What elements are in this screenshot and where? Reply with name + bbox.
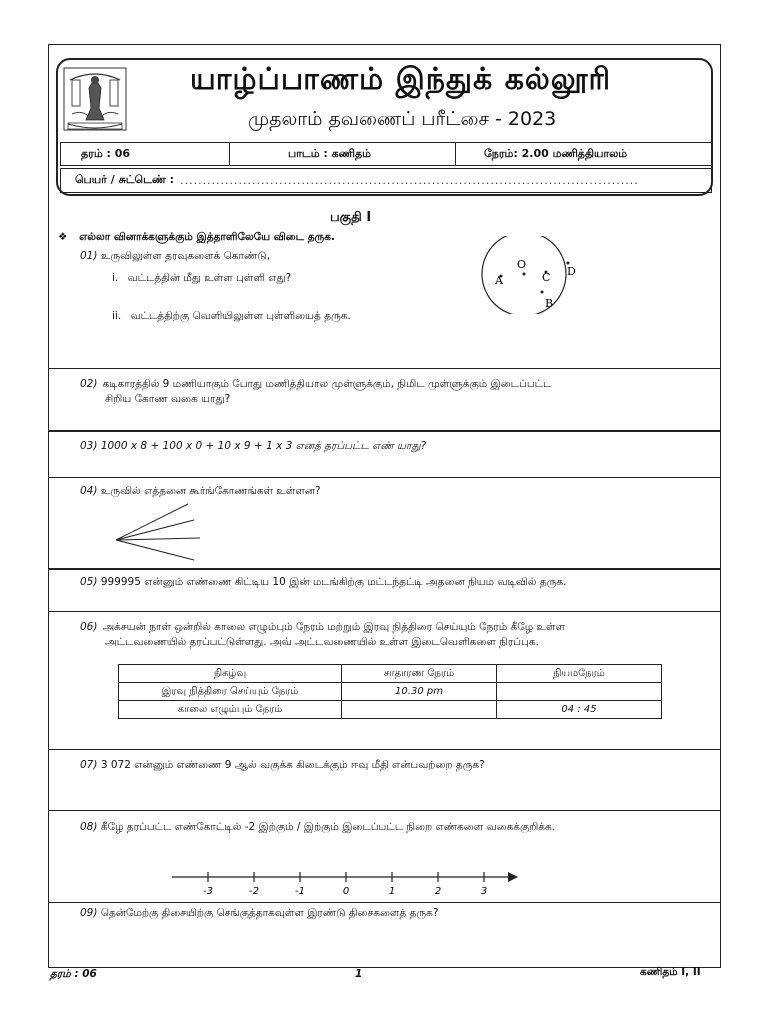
question-text-line-1: அக்சயன் நாள் ஒன்றில் காலை எழும்பும் நேரம் மற்றும் இரவு நித்திரை செய்யும் நேரம் கீழே உள்ள bbox=[102, 621, 565, 633]
question-8 bbox=[80, 820, 555, 835]
section-title: பகுதி I bbox=[330, 210, 372, 225]
question-text: 3 072 என்னும் எண்ணை 9 ஆல் வகுக்க கிடைக்கும் ஈவு மீதி என்பவற்றை தருக? bbox=[100, 759, 485, 771]
name-label: பெயர் / சுட்டெண் : bbox=[75, 173, 175, 186]
instruction-text: எல்லா வினாக்களுக்கும் இத்தாளிலேயே விடை தருக. bbox=[79, 231, 335, 243]
point-b-label: B bbox=[545, 297, 554, 310]
question-number: 05) bbox=[80, 576, 98, 588]
number-line-label: 2 bbox=[434, 886, 442, 897]
question-number: 02) bbox=[80, 378, 98, 390]
angle-rays-diagram bbox=[112, 500, 204, 566]
question-1 bbox=[80, 249, 270, 264]
ray-3 bbox=[116, 538, 200, 540]
question-text: 999995 என்னும் எண்ணை கிட்டிய 10 இன் மடங்கிற்கு மட்டந்தட்டி அதனை நியம வடிவில் தருக. bbox=[100, 576, 567, 588]
exam-info-row bbox=[60, 142, 712, 166]
part-number: ii. bbox=[112, 310, 122, 322]
question-9 bbox=[80, 906, 438, 921]
divider bbox=[48, 611, 721, 612]
grade-cell bbox=[60, 142, 230, 166]
ray-1 bbox=[116, 504, 188, 540]
subject-label: பாடம் : கணிதம் bbox=[288, 146, 372, 160]
table-header-cell: சாதாரண நேரம் bbox=[342, 665, 497, 683]
point-c-label: C bbox=[542, 271, 551, 284]
time-label: நேரம்: 2.00 மணித்தியாலம் bbox=[484, 146, 628, 160]
question-number: 04) bbox=[80, 485, 98, 497]
question-text: 1000 x 8 + 100 x 0 + 10 x 9 + 1 x 3 எனத் தரப்பட்ட எண் யாது? bbox=[100, 440, 427, 452]
part-text: வட்டத்தின் மீது உள்ள புள்ளி எது? bbox=[127, 272, 292, 284]
footer-subject: கணிதம் I, II bbox=[640, 966, 701, 978]
point-d-label: D bbox=[567, 265, 576, 278]
part-text: வட்டத்திற்கு வெளியிலுள்ள புள்ளியைத் தருக. bbox=[130, 310, 351, 322]
question-2 bbox=[80, 377, 712, 407]
divider bbox=[48, 749, 721, 750]
divider bbox=[48, 477, 721, 478]
question-number: 07) bbox=[80, 759, 98, 771]
point-a-label: A bbox=[495, 274, 503, 287]
question-text-line-2: அட்டவணையில் தரப்பட்டுள்ளது. அவ் அட்டவணையில் உள்ள இடைவெளிகளை நிரப்புக. bbox=[105, 636, 539, 648]
number-line-label: 0 bbox=[342, 886, 350, 897]
divider bbox=[48, 368, 721, 369]
table-cell: காலை எழும்பும் நேரம் bbox=[119, 701, 342, 719]
table-row bbox=[119, 683, 662, 701]
instruction-row bbox=[58, 230, 335, 245]
exam-title: முதலாம் தவணைப் பரீட்சை - 2023 bbox=[248, 108, 557, 130]
question-5 bbox=[80, 575, 566, 590]
number-line-label: 1 bbox=[388, 886, 396, 897]
divider bbox=[48, 902, 721, 903]
question-text: உருவில் எத்தனை கூர்ங்கோணங்கள் உள்ளன? bbox=[100, 485, 321, 497]
question-4 bbox=[80, 484, 321, 499]
number-line bbox=[170, 866, 526, 900]
grade-label: தரம் : 06 bbox=[81, 146, 131, 160]
question-number: 01) bbox=[80, 250, 98, 262]
question-number: 08) bbox=[80, 821, 98, 833]
subject-cell bbox=[229, 142, 456, 166]
part-number: i. bbox=[112, 272, 119, 284]
name-row bbox=[60, 168, 712, 193]
page-number: 1 bbox=[355, 968, 363, 980]
question-number: 09) bbox=[80, 907, 98, 919]
time-table bbox=[118, 664, 662, 719]
question-number: 06) bbox=[80, 621, 98, 633]
question-text: தென்மேற்கு திசையிற்கு செங்குத்தாகவுள்ள இரண்டு திசைகளைத் தருக? bbox=[100, 907, 439, 919]
instruction-bullet-icon: ❖ bbox=[58, 231, 68, 243]
point-o-label: O bbox=[517, 258, 527, 271]
question-1-part-ii bbox=[112, 309, 351, 324]
ray-4 bbox=[116, 540, 194, 560]
table-answer-cell[interactable] bbox=[342, 701, 497, 719]
question-text-line-1: கடிகாரத்தில் 9 மணியாகும் போது மணித்தியால முள்ளுக்கும், நிமிட முள்ளுக்கும் இடைப்பட்ட bbox=[102, 378, 552, 390]
table-cell: இரவு நித்திரை செய்யும் நேரம் bbox=[119, 683, 342, 701]
name-answer-line[interactable]: ...................................................................................................... bbox=[180, 174, 639, 187]
school-name: யாழ்ப்பாணம் இந்துக் கல்லூரி bbox=[190, 62, 612, 97]
number-line-label: -1 bbox=[295, 886, 305, 897]
table-row bbox=[119, 701, 662, 719]
point-b-dot bbox=[541, 291, 544, 294]
circle-points-diagram bbox=[470, 236, 590, 314]
table-header-row bbox=[119, 665, 662, 683]
question-text: உருவிலுள்ள தரவுகளைக் கொண்டு, bbox=[100, 250, 271, 262]
table-header-cell: நியமநேரம் bbox=[497, 665, 662, 683]
question-6 bbox=[80, 620, 712, 650]
number-line-label: 3 bbox=[480, 886, 488, 897]
table-answer-cell[interactable] bbox=[497, 683, 662, 701]
question-text-line-2: சிறிய கோண வகை யாது? bbox=[105, 393, 231, 405]
school-crest-logo bbox=[62, 66, 128, 134]
question-1-part-i bbox=[112, 271, 291, 286]
divider bbox=[48, 568, 721, 570]
number-line-label: -2 bbox=[249, 886, 259, 897]
divider bbox=[48, 810, 721, 811]
number-line-label: -3 bbox=[203, 886, 213, 897]
question-7 bbox=[80, 758, 485, 773]
question-3 bbox=[80, 439, 426, 454]
time-cell bbox=[455, 142, 712, 166]
footer-grade: தரம் : 06 bbox=[50, 968, 97, 980]
question-number: 03) bbox=[80, 440, 98, 452]
table-cell: 10.30 pm bbox=[342, 683, 497, 701]
point-o-dot bbox=[523, 273, 526, 276]
question-text: கீழே தரப்பட்ட எண்கோட்டில் -2 இற்கும் / இற்கும் இடைப்பட்ட நிறை எண்களை வகைக்குறிக்க. bbox=[100, 821, 556, 833]
ray-2 bbox=[116, 520, 194, 540]
table-header-cell: நிகழ்வு bbox=[119, 665, 342, 683]
arrow-right-icon bbox=[508, 872, 518, 882]
table-cell: 04 : 45 bbox=[497, 701, 662, 719]
divider bbox=[48, 430, 721, 432]
